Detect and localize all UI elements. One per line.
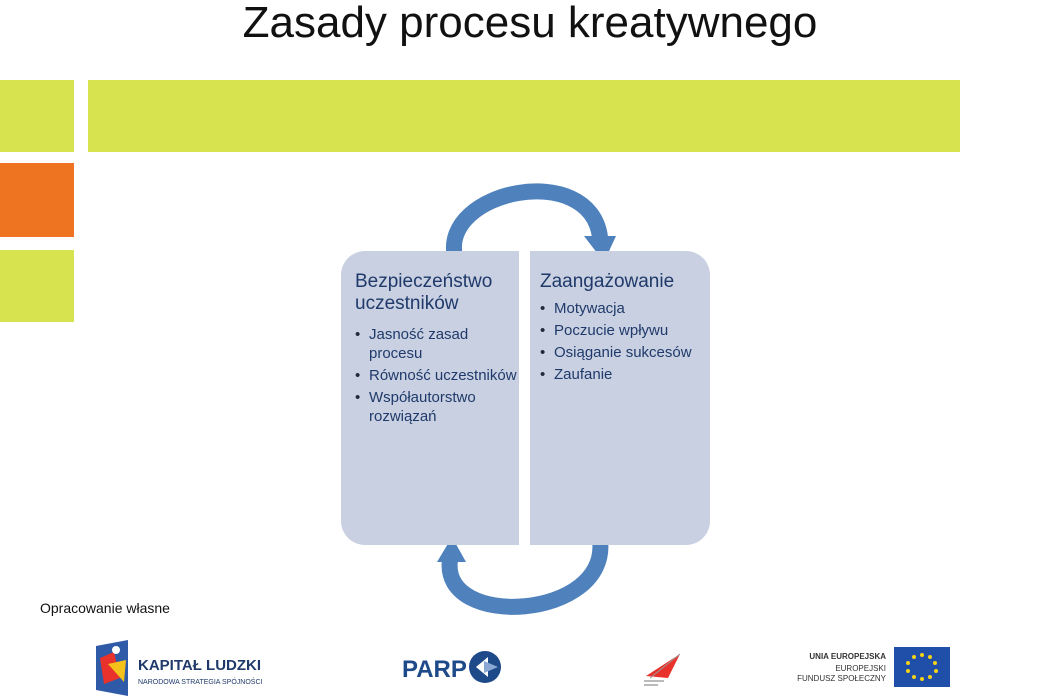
card-bezpieczenstwo [341, 251, 519, 545]
list-item: • Równość uczestników [355, 366, 519, 385]
card-heading: Bezpieczeństwo uczestników [355, 271, 493, 314]
bottom-arc-arrow-icon [437, 537, 600, 607]
card-list [540, 299, 710, 384]
card-heading: Zaangażowanie [540, 271, 675, 292]
eu-logo [797, 645, 958, 695]
card-list [355, 325, 519, 426]
list-item: • Jasność zasad procesu [355, 325, 519, 363]
list-item: • Osiąganie sukcesów [540, 343, 710, 362]
list-item: • Współautorstwo rozwiązań [355, 388, 519, 426]
kapital-ludzki-logo [86, 638, 276, 698]
list-item: • Poczucie wpływu [540, 321, 710, 340]
list-item: • Zaufanie [540, 365, 710, 384]
card-zaangazowanie [530, 251, 710, 545]
parp-logo [400, 645, 510, 690]
source-note: Opracowanie własne [40, 600, 170, 616]
ue-line2: EUROPEJSKI [835, 664, 886, 673]
ue-line3: FUNDUSZ SPOŁECZNY [797, 674, 886, 683]
ue-line1: UNIA EUROPEJSKA [809, 652, 886, 661]
parp-text: PARP [402, 656, 467, 683]
slide-title: Zasady procesu kreatywnego [242, 0, 818, 47]
kapital-sub: NARODOWA STRATEGIA SPÓJNOŚCI [138, 679, 263, 686]
klub-logo [640, 648, 690, 690]
list-item: • Motywacja [540, 299, 710, 318]
kapital-name: KAPITAŁ LUDZKI [138, 657, 262, 674]
